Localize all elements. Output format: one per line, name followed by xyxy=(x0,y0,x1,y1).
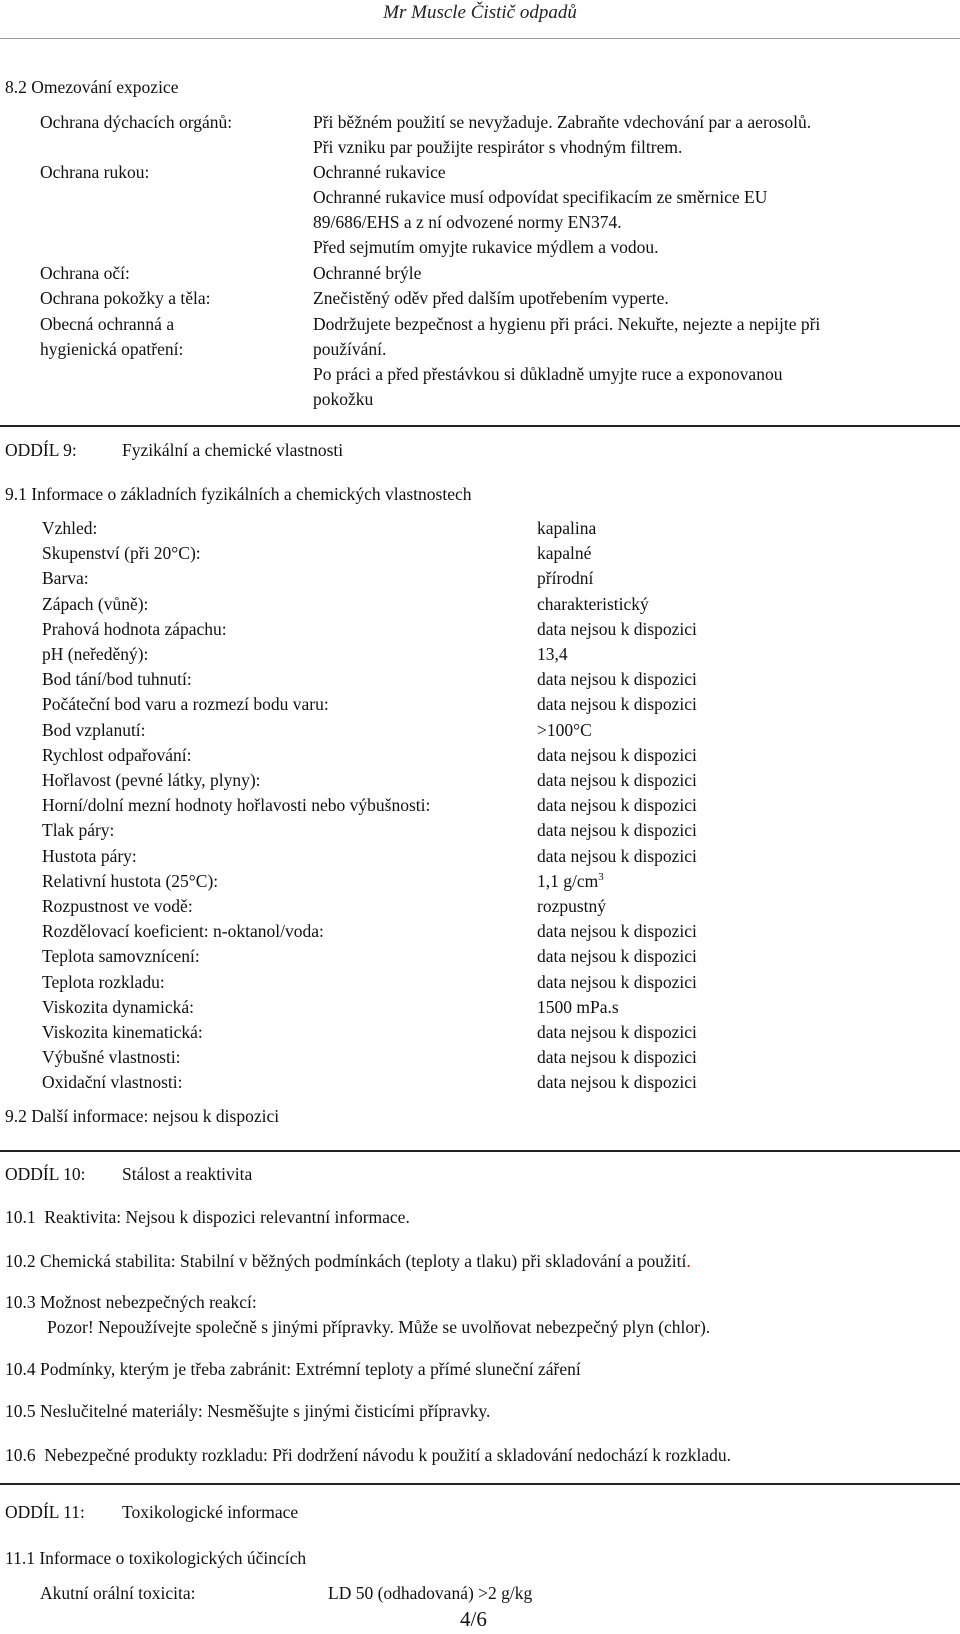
property-value-text: data nejsou k dispozici xyxy=(537,972,697,992)
property-value xyxy=(537,516,596,541)
property-label: Hořlavost (pevné látky, plyny): xyxy=(42,770,261,790)
property-label: Rozdělovací koeficient: n-oktanol/voda: xyxy=(42,921,324,941)
document-header: Mr Muscle Čistič odpadů xyxy=(383,2,577,23)
item-10-6 xyxy=(5,1443,731,1468)
item-number: 10.2 xyxy=(5,1251,36,1271)
property-value-text: data nejsou k dispozici xyxy=(537,694,697,714)
property-label: Tlak páry: xyxy=(42,820,115,840)
item-10-5 xyxy=(5,1399,490,1424)
property-label: Bod tání/bod tuhnutí: xyxy=(42,669,192,689)
property-value xyxy=(537,818,697,843)
property-value-text: data nejsou k dispozici xyxy=(537,770,697,790)
property-label: Barva: xyxy=(42,568,89,588)
property-label: Počáteční bod varu a rozmezí bodu varu: xyxy=(42,694,329,714)
item-10-2 xyxy=(5,1249,691,1274)
item-number: 10.5 xyxy=(5,1401,36,1421)
page-number: 4/6 xyxy=(460,1607,487,1631)
property-value-text: charakteristický xyxy=(537,594,649,614)
item-text: Reaktivita: Nejsou k dispozici relevantní informace. xyxy=(44,1207,410,1227)
property-value-text: data nejsou k dispozici xyxy=(537,921,697,941)
property-value xyxy=(537,793,697,818)
property-value xyxy=(537,718,592,743)
property-value xyxy=(537,1070,697,1095)
property-value xyxy=(537,768,697,793)
property-value xyxy=(537,844,697,869)
skin-protection-text: Znečistěný oděv před dalším upotřebením vyperte. xyxy=(313,288,669,308)
acute-oral-toxicity-label: Akutní orální toxicita: xyxy=(40,1583,196,1603)
property-label: Viskozita dynamická: xyxy=(42,997,195,1017)
property-value xyxy=(537,566,593,591)
section-divider xyxy=(0,425,960,427)
property-value xyxy=(537,667,697,692)
property-value-text: kapalné xyxy=(537,543,592,563)
property-value-text: data nejsou k dispozici xyxy=(537,1047,697,1067)
property-label: Rychlost odpařování: xyxy=(42,745,192,765)
property-value-text: 13,4 xyxy=(537,644,568,664)
header-divider xyxy=(0,38,960,39)
property-value-text: data nejsou k dispozici xyxy=(537,1022,697,1042)
item-10-3-detail: Pozor! Nepoužívejte společně s jinými přípravky. Může se uvolňovat nebezpečný plyn (chlor). xyxy=(47,1317,711,1337)
property-value-text: data nejsou k dispozici xyxy=(537,946,697,966)
property-value-text: rozpustný xyxy=(537,896,607,916)
section-11-label: ODDÍL 11: xyxy=(5,1502,85,1522)
hygiene-measures-text: Dodržujete bezpečnost a hygienu při práci. Nekuřte, nejezte a nepijte při xyxy=(313,314,821,334)
property-label: Prahová hodnota zápachu: xyxy=(42,619,227,639)
property-value-text: data nejsou k dispozici xyxy=(537,619,697,639)
property-value-text: přírodní xyxy=(537,568,594,588)
item-suffix: . xyxy=(686,1251,691,1271)
property-value xyxy=(537,1045,697,1070)
respiratory-protection-text: Při běžném použití se nevyžaduje. Zabraňte vdechování par a aerosolů. xyxy=(313,112,812,132)
respiratory-protection-text: Při vzniku par použijte respirátor s vhodným filtrem. xyxy=(313,137,683,157)
property-value xyxy=(537,894,606,919)
property-label: Teplota samovznícení: xyxy=(42,946,200,966)
property-value xyxy=(537,743,697,768)
hand-protection-text: Ochranné rukavice xyxy=(313,162,446,182)
item-10-3 xyxy=(5,1290,257,1315)
eye-protection-label: Ochrana očí: xyxy=(40,263,130,283)
section-11-title: Toxikologické informace xyxy=(122,1502,299,1522)
item-text: Chemická stabilita: Stabilní v běžných podmínkách (teploty a tlaku) při skladování a použití xyxy=(40,1251,687,1271)
property-label: Skupenství (při 20°C): xyxy=(42,543,201,563)
eye-protection-text: Ochranné brýle xyxy=(313,263,422,283)
property-label: Bod vzplanutí: xyxy=(42,720,146,740)
property-value-text: data nejsou k dispozici xyxy=(537,820,697,840)
section-10-title: Stálost a reaktivita xyxy=(122,1164,253,1184)
hand-protection-text: Ochranné rukavice musí odpovídat specifikacím ze směrnice EU xyxy=(313,187,768,207)
section-divider xyxy=(0,1150,960,1152)
property-value-text: data nejsou k dispozici xyxy=(537,745,697,765)
hygiene-measures-label: Obecná ochranná a xyxy=(40,314,175,334)
hand-protection-label: Ochrana rukou: xyxy=(40,162,150,182)
skin-protection-label: Ochrana pokožky a těla: xyxy=(40,288,211,308)
property-value xyxy=(537,642,568,667)
item-text: Nebezpečné produkty rozkladu: Při dodržení návodu k použití a skladování nedochází k rozkladu. xyxy=(44,1445,732,1465)
hygiene-measures-text: Po práci a před přestávkou si důkladně umyjte ruce a exponovanou xyxy=(313,364,783,384)
property-value-superscript: 3 xyxy=(598,871,604,884)
property-label: pH (neředěný): xyxy=(42,644,149,664)
section-9-label: ODDÍL 9: xyxy=(5,440,77,460)
property-value xyxy=(537,995,619,1020)
property-value-text: data nejsou k dispozici xyxy=(537,846,697,866)
property-value-text: kapalina xyxy=(537,518,597,538)
item-number: 10.3 xyxy=(5,1292,36,1312)
respiratory-protection-label: Ochrana dýchacích orgánů: xyxy=(40,112,233,132)
property-label: Teplota rozkladu: xyxy=(42,972,165,992)
property-label: Relativní hustota (25°C): xyxy=(42,871,219,891)
property-label: Zápach (vůně): xyxy=(42,594,149,614)
property-value-text: data nejsou k dispozici xyxy=(537,669,697,689)
property-value xyxy=(537,869,604,894)
item-10-1 xyxy=(5,1205,410,1230)
item-number: 10.4 xyxy=(5,1359,36,1379)
property-value xyxy=(537,592,649,617)
property-value xyxy=(537,541,591,566)
item-text: Možnost nebezpečných reakcí: xyxy=(40,1292,257,1312)
property-value-text: >100°C xyxy=(537,720,592,740)
section-11-1-heading: 11.1 Informace o toxikologických účincích xyxy=(5,1548,307,1568)
property-value xyxy=(537,617,697,642)
hygiene-measures-label: hygienická opatření: xyxy=(40,339,184,359)
property-value xyxy=(537,1020,697,1045)
property-label: Vzhled: xyxy=(42,518,98,538)
property-value xyxy=(537,919,697,944)
hand-protection-text: 89/686/EHS a z ní odvozené normy EN374. xyxy=(313,212,622,232)
property-value-text: 1,1 g/cm xyxy=(537,871,599,891)
property-value xyxy=(537,944,697,969)
item-text: Podmínky, kterým je třeba zabránit: Extrémní teploty a přímé sluneční záření xyxy=(40,1359,581,1379)
item-number: 10.1 xyxy=(5,1207,36,1227)
section-9-2-heading: 9.2 Další informace: nejsou k dispozici xyxy=(5,1106,280,1126)
property-value-text: data nejsou k dispozici xyxy=(537,1072,697,1092)
section-divider xyxy=(0,1483,960,1485)
property-label: Oxidační vlastnosti: xyxy=(42,1072,183,1092)
hygiene-measures-text: pokožku xyxy=(313,389,374,409)
property-label: Rozpustnost ve vodě: xyxy=(42,896,193,916)
hygiene-measures-text: používání. xyxy=(313,339,387,359)
section-8-2-heading: 8.2 Omezování expozice xyxy=(5,77,179,97)
property-value-text: data nejsou k dispozici xyxy=(537,795,697,815)
property-value xyxy=(537,692,697,717)
section-9-1-heading: 9.1 Informace o základních fyzikálních a chemických vlastnostech xyxy=(5,484,472,504)
property-label: Hustota páry: xyxy=(42,846,137,866)
section-10-label: ODDÍL 10: xyxy=(5,1164,86,1184)
property-value-text: 1500 mPa.s xyxy=(537,997,619,1017)
property-label: Viskozita kinematická: xyxy=(42,1022,203,1042)
property-label: Horní/dolní mezní hodnoty hořlavosti nebo výbušnosti: xyxy=(42,795,431,815)
item-number: 10.6 xyxy=(5,1445,36,1465)
acute-oral-toxicity-value: LD 50 (odhadovaná) >2 g/kg xyxy=(328,1583,533,1603)
property-label: Výbušné vlastnosti: xyxy=(42,1047,181,1067)
item-10-4 xyxy=(5,1357,581,1382)
section-9-title: Fyzikální a chemické vlastnosti xyxy=(122,440,344,460)
item-text: Neslučitelné materiály: Nesměšujte s jinými čisticími přípravky. xyxy=(40,1401,491,1421)
property-value xyxy=(537,970,697,995)
hand-protection-text: Před sejmutím omyjte rukavice mýdlem a vodou. xyxy=(313,237,659,257)
